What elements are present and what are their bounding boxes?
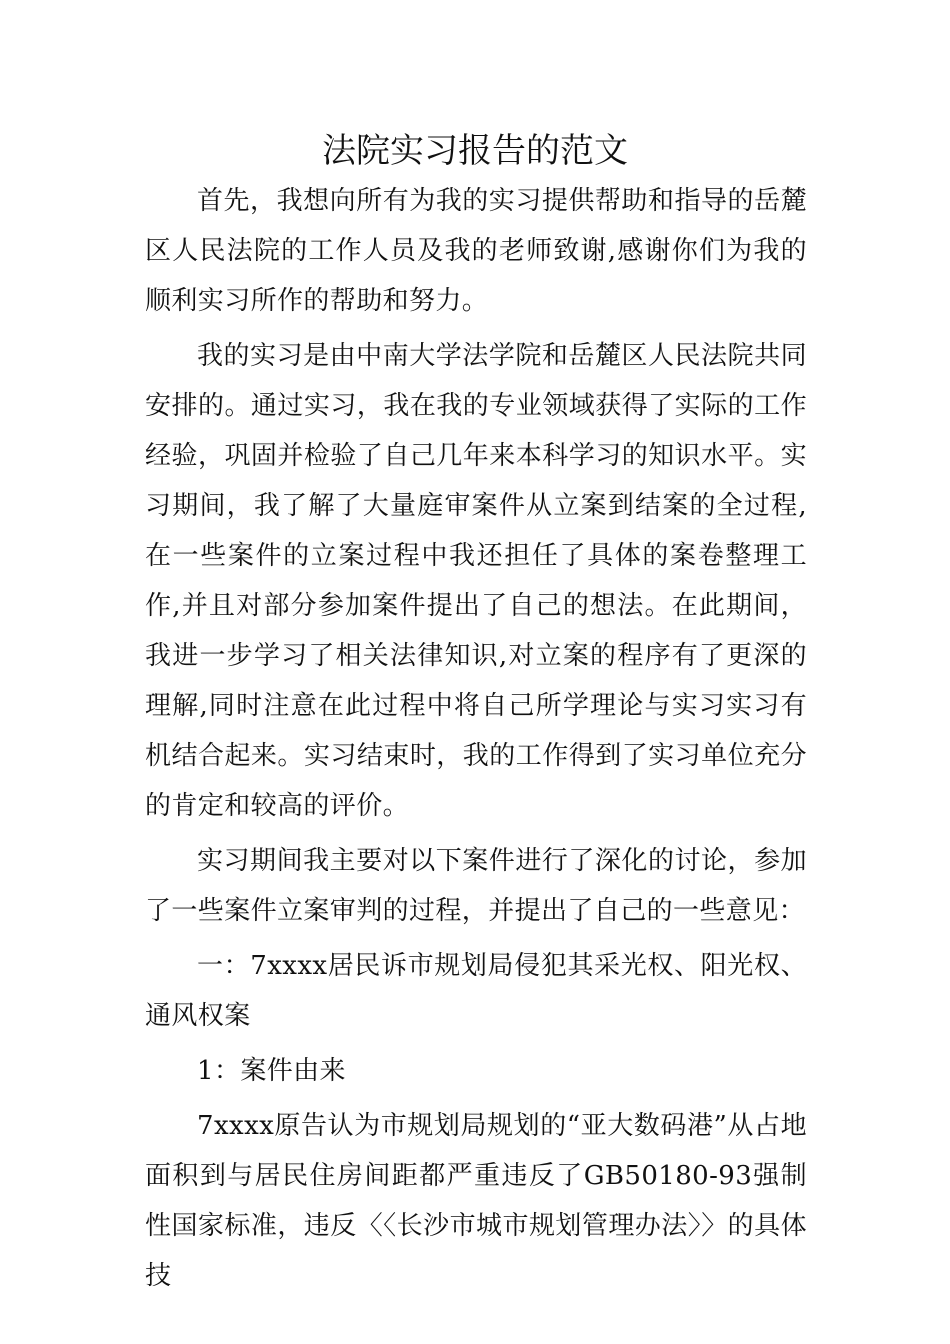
document-title: 法院实习报告的范文 (322, 131, 628, 171)
paragraph-acknowledgement: 首先，我想向所有为我的实习提供帮助和指导的岳麓区人民法院的工作人员及我的老师致谢,感谢你们为我的顺利实习所作的帮助和努力。 (145, 186, 807, 316)
section-heading-case-one: 一：7xxxx居民诉市规划局侵犯其采光权、阳光权、通风权案 (145, 951, 807, 1031)
paragraph-cases-intro: 实习期间我主要对以下案件进行了深化的讨论，参加了一些案件立案审判的过程，并提出了自己的一些意见： (145, 846, 807, 926)
paragraph-case-origin: 7xxxx原告认为市规划局规划的“亚大数码港”从占地面积到与居民住房间距都严重违反了GB50180-93强制性国家标准，违反〈〈长沙市城市规划管理办法〉〉的具体技 (145, 1111, 807, 1291)
paragraph-internship-overview: 我的实习是由中南大学法学院和岳麓区人民法院共同安排的。通过实习，我在我的专业领域获得了实际的工作经验，巩固并检验了自己几年来本科学习的知识水平。实习期间，我了解了大量庭审案件从立案到结案的全过程,在一些案件的立案过程中我还担任了具体的案卷整理工作,并且对部分参加案件提出了自己的想法。在此期间，我进一步学习了相关法律知识,对立案的程序有了更深的理解,同时注意在此过程中将自己所学理论与实习实习有机结合起来。实习结束时，我的工作得到了实习单位充分的肯定和较高的评价。 (145, 341, 807, 821)
subsection-heading-case-origin: 1：案件由来 (197, 1056, 346, 1086)
document-body (145, 176, 807, 1306)
